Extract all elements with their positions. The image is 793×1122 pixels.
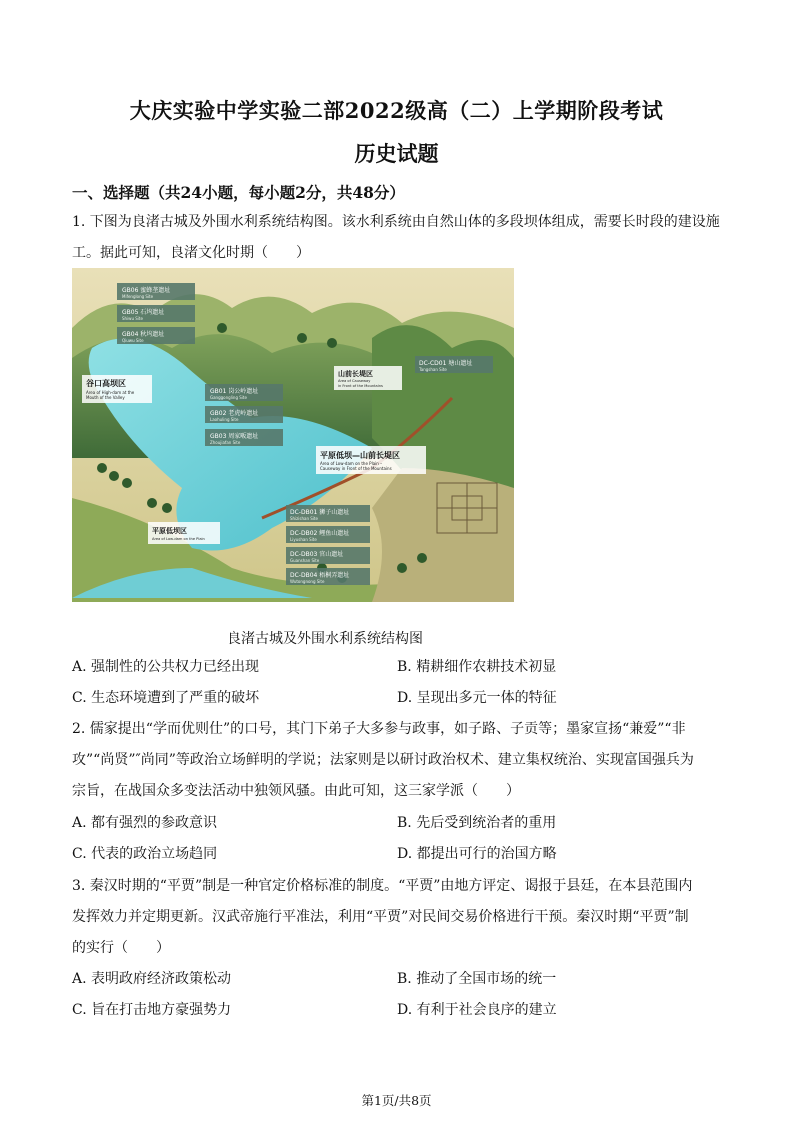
svg-text:DC-DB01 狮子山遗址: DC-DB01 狮子山遗址 (290, 509, 350, 516)
svg-text:GB06 蜜蜂垄遗址: GB06 蜜蜂垄遗址 (122, 287, 171, 294)
svg-text:平原低坝—山前长堤区: 平原低坝—山前长堤区 (320, 451, 400, 460)
svg-text:Mouth of the Valley: Mouth of the Valley (86, 395, 125, 400)
question-3-option-d[interactable]: D. 有利于社会良序的建立 (397, 1002, 557, 1018)
question-3-option-b[interactable]: B. 推动了全国市场的统一 (397, 971, 557, 987)
question-2-line-3: 宗旨，在战国众多变法活动中独领风骚。由此可知，这三家学派（ ） (72, 783, 520, 799)
svg-text:GB02 老虎岭遗址: GB02 老虎岭遗址 (210, 410, 259, 417)
label-gb02 (205, 406, 283, 423)
svg-text:Area of High-dam at the: Area of High-dam at the (86, 390, 135, 395)
svg-text:GB01 岗公岭遗址: GB01 岗公岭遗址 (210, 388, 259, 395)
question-3-line-3: 的实行（ ） (72, 940, 170, 956)
label-gb06 (117, 283, 195, 300)
svg-text:GB04 秋坞遗址: GB04 秋坞遗址 (122, 331, 165, 338)
question-1-option-d[interactable]: D. 呈现出多元一体的特征 (397, 690, 557, 706)
svg-text:山前长堤区: 山前长堤区 (338, 370, 373, 378)
liangzhu-map-image (72, 268, 514, 602)
question-3-option-a[interactable]: A. 表明政府经济政策松动 (72, 971, 232, 987)
question-2-line-1: 2. 儒家提出“学而优则仕”的口号，其门下弟子大多参与政事，如子路、子贡等；墨家宣扬“兼爱”“非 (72, 721, 686, 737)
label-gb04 (117, 327, 195, 344)
question-1-option-c[interactable]: C. 生态环境遭到了严重的破坏 (72, 690, 260, 706)
svg-text:Shizishan Site: Shizishan Site (290, 516, 318, 521)
svg-text:DC-DB03 官山遗址: DC-DB03 官山遗址 (290, 551, 344, 558)
question-1-line-2: 工。据此可知，良渚文化时期（ ） (72, 245, 310, 261)
exam-title: 大庆实验中学实验二部2022级高（二）上学期阶段考试 (129, 98, 664, 123)
question-2-option-c[interactable]: C. 代表的政治立场趋同 (72, 846, 218, 862)
label-gb01 (205, 384, 283, 401)
svg-text:平原低坝区: 平原低坝区 (152, 527, 187, 535)
svg-text:Zhoujiafan Site: Zhoujiafan Site (210, 440, 241, 445)
svg-text:Shiwu Site: Shiwu Site (122, 316, 143, 321)
svg-text:Causeway in Front of the Mount: Causeway in Front of the Mountains (320, 466, 392, 471)
svg-text:Qiuwu Site: Qiuwu Site (122, 338, 144, 343)
question-3-line-1: 3. 秦汉时期的“平贾”制是一种官定价格标准的制度。“平贾”由地方评定、谒报于县廷，在本县范围内 (72, 878, 693, 894)
question-1-option-a[interactable]: A. 强制性的公共权力已经出现 (72, 659, 260, 675)
svg-text:in Front of the Mountains: in Front of the Mountains (338, 384, 383, 388)
svg-text:Wutongnong Site: Wutongnong Site (290, 579, 325, 584)
label-gb03 (205, 429, 283, 446)
question-1-option-b[interactable]: B. 精耕细作农耕技术初显 (397, 659, 557, 675)
label-valley-zone (82, 375, 152, 403)
question-2-option-a[interactable]: A. 都有强烈的参政意识 (72, 815, 218, 831)
svg-text:Ganggongling Site: Ganggongling Site (210, 395, 247, 400)
label-gb05 (117, 305, 195, 322)
label-db03 (286, 547, 370, 564)
question-1-line-1: 1. 下图为良渚古城及外围水利系统结构图。该水利系统由自然山体的多段坝体组成，需要长时段的建设施 (72, 214, 720, 230)
svg-text:Laohuling Site: Laohuling Site (210, 417, 239, 422)
label-db01 (286, 505, 370, 522)
question-2-option-d[interactable]: D. 都提出可行的治国方略 (397, 846, 557, 862)
svg-text:Liyushan Site: Liyushan Site (290, 537, 317, 542)
svg-text:谷口高坝区: 谷口高坝区 (86, 379, 126, 388)
question-2-option-b[interactable]: B. 先后受到统治者的重用 (397, 815, 557, 831)
svg-text:Area of Low-dam on the Plain: Area of Low-dam on the Plain (152, 537, 205, 541)
label-db04 (286, 568, 370, 585)
svg-text:GB03 周家畈遗址: GB03 周家畈遗址 (210, 433, 259, 440)
question-3-option-c[interactable]: C. 旨在打击地方豪强势力 (72, 1002, 232, 1018)
label-low-zone (148, 522, 220, 544)
svg-text:DC-CD01 塘山遗址: DC-CD01 塘山遗址 (419, 360, 473, 367)
svg-text:GB05 石坞遗址: GB05 石坞遗址 (122, 309, 165, 316)
svg-text:Area of Causeway: Area of Causeway (338, 379, 371, 383)
label-mountain-zone (334, 366, 402, 390)
liangzhu-map-figure (72, 268, 514, 602)
question-2-line-2: 攻”“尚贤”″尚同”等政治立场鲜明的学说；法家则是以研讨政治权术、建立集权统治、实现富国强兵为 (72, 752, 694, 768)
question-3-line-2: 发挥效力并定期更新。汉武帝施行平准法，利用“平贾”对民间交易价格进行干预。秦汉时期“平贾”制 (72, 909, 689, 925)
svg-text:Tangshan Site: Tangshan Site (419, 367, 447, 372)
svg-text:Area of Low-dam on the Plain –: Area of Low-dam on the Plain – (320, 461, 383, 466)
svg-text:Mifenglong Site: Mifenglong Site (122, 294, 154, 299)
svg-text:DC-DB02 鲤鱼山遗址: DC-DB02 鲤鱼山遗址 (290, 530, 350, 537)
exam-subtitle: 历史试题 (354, 141, 439, 166)
page-number: 第1页/共8页 (361, 1093, 432, 1108)
label-db02 (286, 526, 370, 543)
section-heading: 一、选择题（共24小题，每小题2分，共48分） (72, 183, 405, 202)
figure-caption: 良渚古城及外围水利系统结构图 (227, 631, 423, 647)
svg-text:Guanshan Site: Guanshan Site (290, 558, 320, 563)
svg-text:DC-DB04 梧桐弄遗址: DC-DB04 梧桐弄遗址 (290, 572, 350, 579)
label-plain-zone (316, 446, 426, 474)
label-dc-cd01 (415, 356, 493, 373)
